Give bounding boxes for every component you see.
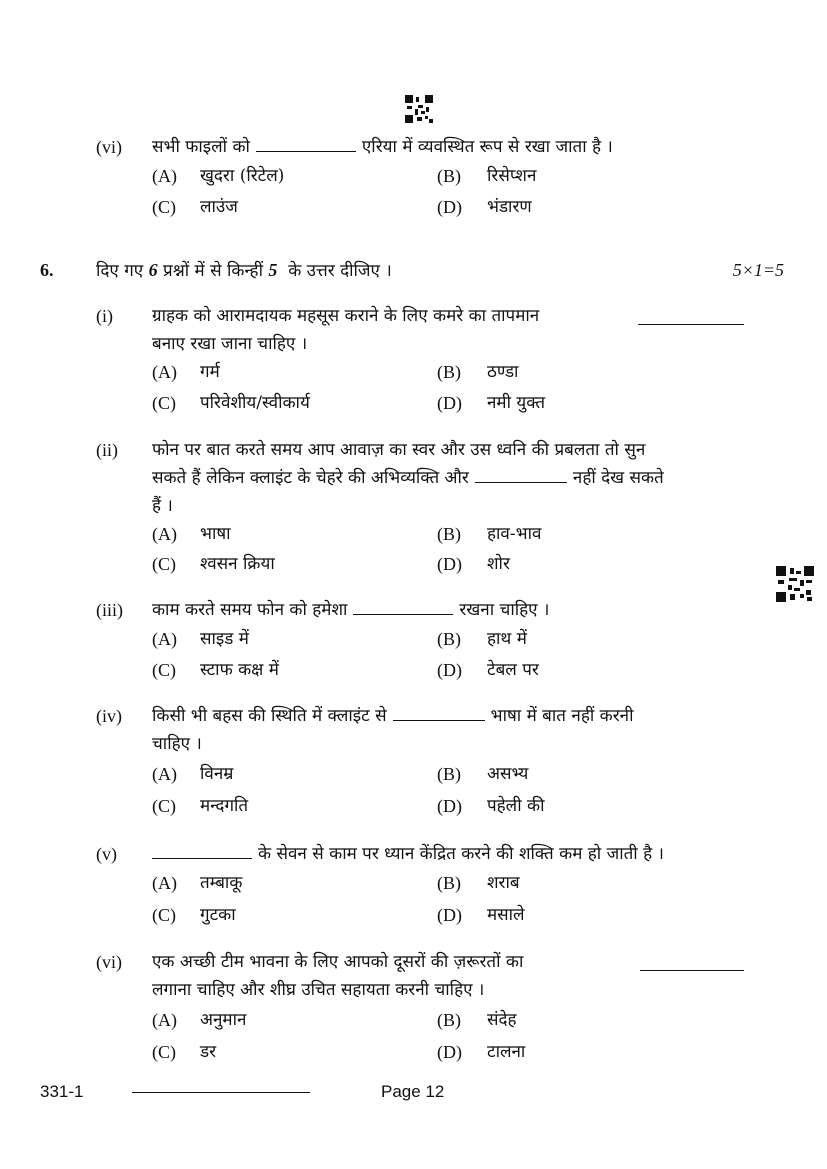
- option-key: (D): [437, 554, 462, 574]
- instruction-part: दिए गए: [96, 261, 144, 281]
- option-text: नमी युक्त: [487, 393, 546, 413]
- option-text: तम्बाकू: [200, 873, 243, 893]
- answer-blank: [256, 133, 356, 152]
- question-text-before: ग्राहक को आरामदायक महसूस कराने के लिए कमरे का तापमान: [152, 306, 540, 326]
- question-text-line2: चाहिए ।: [152, 734, 202, 754]
- question-text: [152, 702, 634, 730]
- question-text-line2: बनाए रखा जाना चाहिए ।: [152, 334, 308, 354]
- option-key: (C): [152, 197, 176, 217]
- option-key: (B): [437, 1010, 461, 1030]
- question-text: [152, 133, 613, 161]
- question-text: [152, 596, 549, 624]
- answer-blank: [353, 596, 453, 615]
- option-text: गर्म: [200, 362, 220, 382]
- page-number: Page 12: [381, 1082, 445, 1101]
- question-number: 6.: [40, 260, 54, 280]
- instruction-count: 5: [268, 260, 278, 280]
- instruction-count: 6: [148, 260, 158, 280]
- question-text-before: काम करते समय फोन को हमेशा: [152, 600, 348, 620]
- question-text-after: रखना चाहिए ।: [459, 600, 550, 620]
- footer-divider: [132, 1092, 310, 1093]
- option-text: टेबल पर: [487, 660, 539, 680]
- option-key: (D): [437, 1042, 462, 1062]
- question-label: (i): [96, 306, 113, 326]
- option-key: (D): [437, 660, 462, 680]
- option-key: (C): [152, 905, 176, 925]
- question-text: फोन पर बात करते समय आप आवाज़ का स्वर और उस ध्वनि की प्रबलता तो सुन: [152, 440, 646, 460]
- option-text: गुटका: [200, 905, 236, 925]
- option-key: (A): [152, 629, 177, 649]
- answer-blank: [638, 306, 744, 325]
- option-text: टालना: [487, 1042, 526, 1062]
- question-label: (vi): [96, 952, 122, 972]
- question-text: [152, 302, 744, 330]
- question-text: [152, 948, 744, 976]
- question-label: (v): [96, 844, 117, 864]
- option-text: श्वसन क्रिया: [200, 554, 275, 574]
- option-text: भंडारण: [487, 197, 532, 217]
- option-key: (D): [437, 905, 462, 925]
- option-text: स्टाफ कक्ष में: [200, 660, 279, 680]
- marks-allocation: 5×1=5: [732, 260, 784, 280]
- option-key: (A): [152, 524, 177, 544]
- option-key: (A): [152, 873, 177, 893]
- question-text-line3: हैं ।: [152, 496, 173, 516]
- option-key: (A): [152, 764, 177, 784]
- option-text: परिवेशीय/स्वीकार्य: [200, 393, 310, 413]
- paper-code: 331-1: [40, 1082, 84, 1101]
- option-key: (A): [152, 166, 177, 186]
- question-text-before: किसी भी बहस की स्थिति में क्लाइंट से: [152, 706, 387, 726]
- option-key: (A): [152, 1010, 177, 1030]
- option-text: असभ्य: [487, 764, 529, 784]
- option-key: (A): [152, 362, 177, 382]
- option-key: (D): [437, 393, 462, 413]
- option-text: डर: [200, 1042, 217, 1062]
- instruction-part: प्रश्नों में से किन्हीं: [163, 261, 263, 281]
- option-text: मसाले: [487, 905, 525, 925]
- option-text: अनुमान: [200, 1010, 247, 1030]
- option-key: (C): [152, 796, 176, 816]
- option-key: (B): [437, 764, 461, 784]
- option-key: (C): [152, 660, 176, 680]
- question-text-after: नहीं देख सकते: [572, 468, 664, 488]
- question-text-line2: लगाना चाहिए और शीघ्र उचित सहायता करनी चाहिए ।: [152, 980, 485, 1000]
- question-text-after: भाषा में बात नहीं करनी: [490, 706, 634, 726]
- option-key: (D): [437, 197, 462, 217]
- answer-blank: [152, 840, 252, 859]
- option-key: (B): [437, 362, 461, 382]
- answer-blank: [475, 464, 567, 483]
- question-text-before: सभी फाइलों को: [152, 137, 250, 157]
- option-text: मन्दगति: [200, 796, 249, 816]
- option-text: पहेली की: [487, 796, 545, 816]
- section-instruction: [96, 256, 392, 285]
- option-text: साइड में: [200, 629, 249, 649]
- question-text: [152, 840, 664, 868]
- option-key: (B): [437, 166, 461, 186]
- qr-code-icon-side: [776, 566, 814, 602]
- option-text: शोर: [487, 554, 510, 574]
- instruction-part: के उत्तर दीजिए ।: [288, 261, 392, 281]
- question-label: (vi): [96, 137, 122, 157]
- option-text: खुदरा (रिटेल): [200, 166, 285, 186]
- option-key: (D): [437, 796, 462, 816]
- question-text-after: एरिया में व्यवस्थित रूप से रखा जाता है ।: [361, 137, 613, 157]
- question-text-after: के सेवन से काम पर ध्यान केंद्रित करने की शक्ति कम हो जाती है ।: [258, 844, 664, 864]
- option-text: भाषा: [200, 524, 231, 544]
- qr-code-icon-top: [405, 95, 433, 123]
- question-text-line2: [152, 464, 664, 492]
- option-text: लाउंज: [200, 197, 238, 217]
- question-label: (ii): [96, 440, 118, 460]
- option-key: (C): [152, 1042, 176, 1062]
- option-text: हाव-भाव: [487, 524, 542, 544]
- option-text: संदेह: [487, 1010, 517, 1030]
- option-key: (C): [152, 393, 176, 413]
- question-label: (iii): [96, 600, 123, 620]
- option-text: विनम्र: [200, 764, 234, 784]
- option-key: (B): [437, 629, 461, 649]
- option-key: (B): [437, 873, 461, 893]
- option-key: (B): [437, 524, 461, 544]
- question-text-before: सकते हैं लेकिन क्लाइंट के चेहरे की अभिव्यक्ति और: [152, 468, 469, 488]
- option-text: शराब: [487, 873, 520, 893]
- option-text: रिसेप्शन: [487, 166, 537, 186]
- option-text: ठण्डा: [487, 362, 519, 382]
- option-key: (C): [152, 554, 176, 574]
- question-text-before: एक अच्छी टीम भावना के लिए आपको दूसरों की ज़रूरतों का: [152, 952, 524, 972]
- answer-blank: [640, 952, 744, 971]
- option-text: हाथ में: [487, 629, 527, 649]
- question-label: (iv): [96, 706, 122, 726]
- answer-blank: [393, 702, 485, 721]
